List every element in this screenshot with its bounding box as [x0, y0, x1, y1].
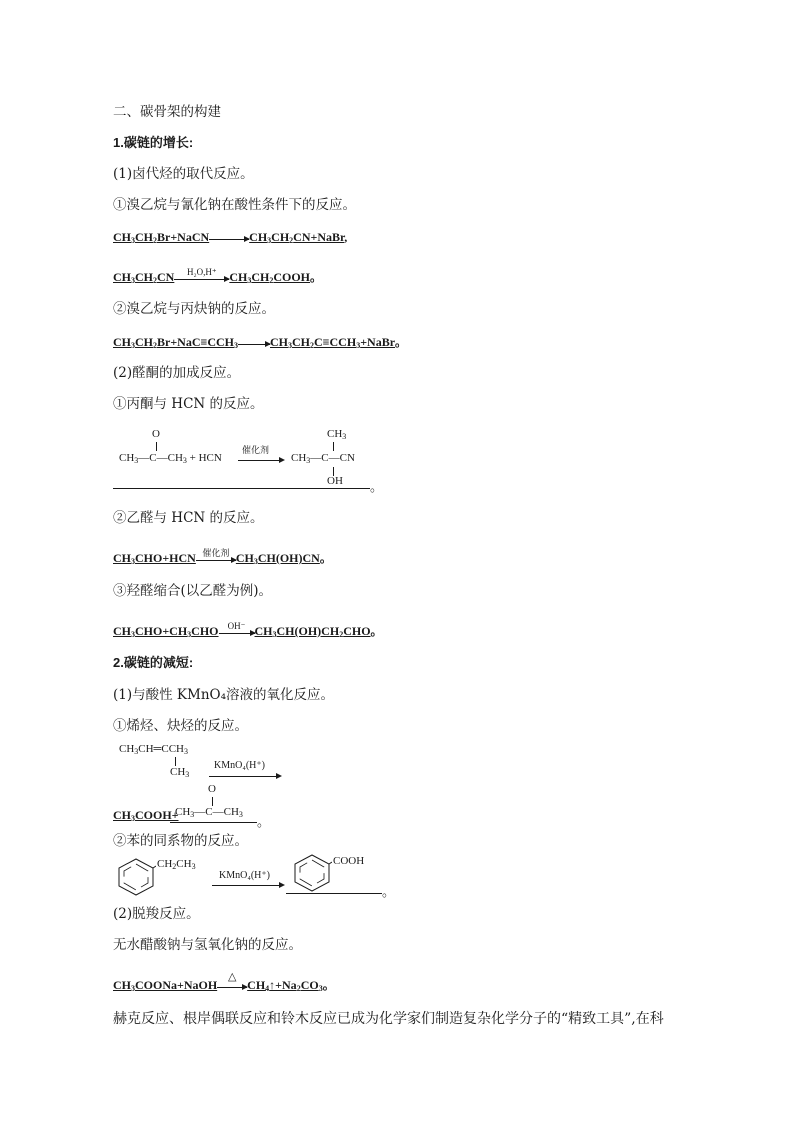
- heading-chain-growth: 1.碳链的增长:: [113, 135, 194, 150]
- reaction-arrow: 催化剂: [196, 550, 236, 568]
- subheading-aldehyde-ketone: (2)醛酮的加成反应。: [113, 365, 241, 381]
- item-alkene-alkyne: ①烯烃、炔烃的反应。: [113, 718, 248, 734]
- subheading-kmno4-oxidation: (1)与酸性 KMnO₄溶液的氧化反应。: [113, 687, 334, 703]
- equation-nitrile-hydrolysis: $CH_3CH_2CN$ H₂O,H⁺ $CH_3CH_2COOH$。: [113, 268, 322, 287]
- reaction-arrow: [209, 229, 249, 247]
- item-sodium-acetate: 无水醋酸钠与氢氧化钠的反应。: [113, 937, 302, 953]
- section-title: 二、碳骨架的构建: [113, 104, 221, 120]
- reaction-arrow: △: [217, 977, 247, 995]
- subheading-decarboxylation: (2)脱羧反应。: [113, 906, 200, 922]
- item-aldol: ③羟醛缩合(以乙醛为例)。: [113, 583, 273, 599]
- benzene-ring-icon: [116, 857, 156, 897]
- item-acetaldehyde-hcn: ②乙醛与 HCN 的反应。: [113, 510, 264, 526]
- equation-bromoethane-propynyl: $CH_3CH_2Br+NaC\equiv CCH_3$ $CH_3CH_2C\equiv CCH_3+NaBr$。: [113, 333, 407, 352]
- item-benzene-homolog: ②苯的同系物的反应。: [113, 833, 248, 849]
- item-bromoethane-nacn: ①溴乙烷与氰化钠在酸性条件下的反应。: [113, 197, 356, 213]
- equation-aldol: $CH_3CHO+CH_3CHO$ OH⁻ $CH_3CH(OH)CH_2CHO$。: [113, 622, 383, 641]
- item-bromoethane-propynyl: ②溴乙烷与丙炔钠的反应。: [113, 301, 275, 317]
- equation-decarboxylation: $CH_3COONa+NaOH$ △ $CH_4↑+Na_2CO_3$。: [113, 976, 335, 995]
- subheading-haloalkane: (1)卤代烃的取代反应。: [113, 166, 254, 182]
- reaction-arrow: OH⁻: [219, 623, 255, 641]
- reaction-arrow: H₂O,H⁺: [174, 269, 229, 287]
- benzene-ring-icon: [292, 853, 332, 893]
- equation-acetaldehyde-hcn: $CH_3CHO+HCN$ 催化剂 $CH_3CH(OH)CN$。: [113, 549, 332, 568]
- reaction-arrow: [238, 334, 270, 352]
- document-page: 二、碳骨架的构建 1.碳链的增长: (1)卤代烃的取代反应。 ①溴乙烷与氰化钠在酸性条件下的反应。 $CH_3CH_2Br+NaCN$ $CH_3CH_2CN+NaBr$, $CH_3CH_2CN$ H₂O,H⁺ $CH_3CH_2COOH$。 ②溴乙烷与丙炔钠的反应。 $CH_3CH_2Br+NaC\equiv CCH_3$ $CH_3CH_2C\equiv CCH_3+NaBr$。 (2)醛酮的加成反应。 ①丙酮与 HCN 的反应。 O $CH_3—C—CH_3$ + HCN 催化剂 $CH_3$ $CH_3—C—CN$ OH 。 ②乙醛与 HCN 的反应。 $CH_3CHO+HCN$ 催化剂 $CH_3CH(OH)CN$。 ③羟醛缩合(以乙醛为例)。 $CH_3CHO+CH_3CHO$ OH⁻ $CH_3CH(OH)CH_2CHO$。 2.碳链的减短: (1)与酸性 KMnO₄溶液的氧化反应。 ①烯烃、炔烃的反应。 $CH_3CH═CCH_3$ $CH_3$ KMnO₄(H⁺) O $CH_3COOH+$ $CH_3—C—CH_3$ 。 ②苯的同系物的反应。 $CH_2CH_3$ KMnO₄(H⁺) COOH 。 (2)脱羧反应。 无水醋酸钠与氢氧化钠的反应。 $CH_3COONa+NaOH$ △ $CH_4↑+Na_2CO_3$。 赫克反应、根岸偶联反应和铃木反应已成为化学家们制造复杂化学分子的“精致工具”,在科: [113, 104, 664, 1027]
- equation-bromoethane-nacn: $CH_3CH_2Br+NaCN$ $CH_3CH_2CN+NaBr$,: [113, 228, 347, 247]
- item-acetone-hcn: ①丙酮与 HCN 的反应。: [113, 396, 264, 412]
- final-paragraph: 赫克反应、根岸偶联反应和铃木反应已成为化学家们制造复杂化学分子的“精致工具”,在科: [113, 1011, 664, 1027]
- heading-chain-shortening: 2.碳链的减短:: [113, 655, 194, 670]
